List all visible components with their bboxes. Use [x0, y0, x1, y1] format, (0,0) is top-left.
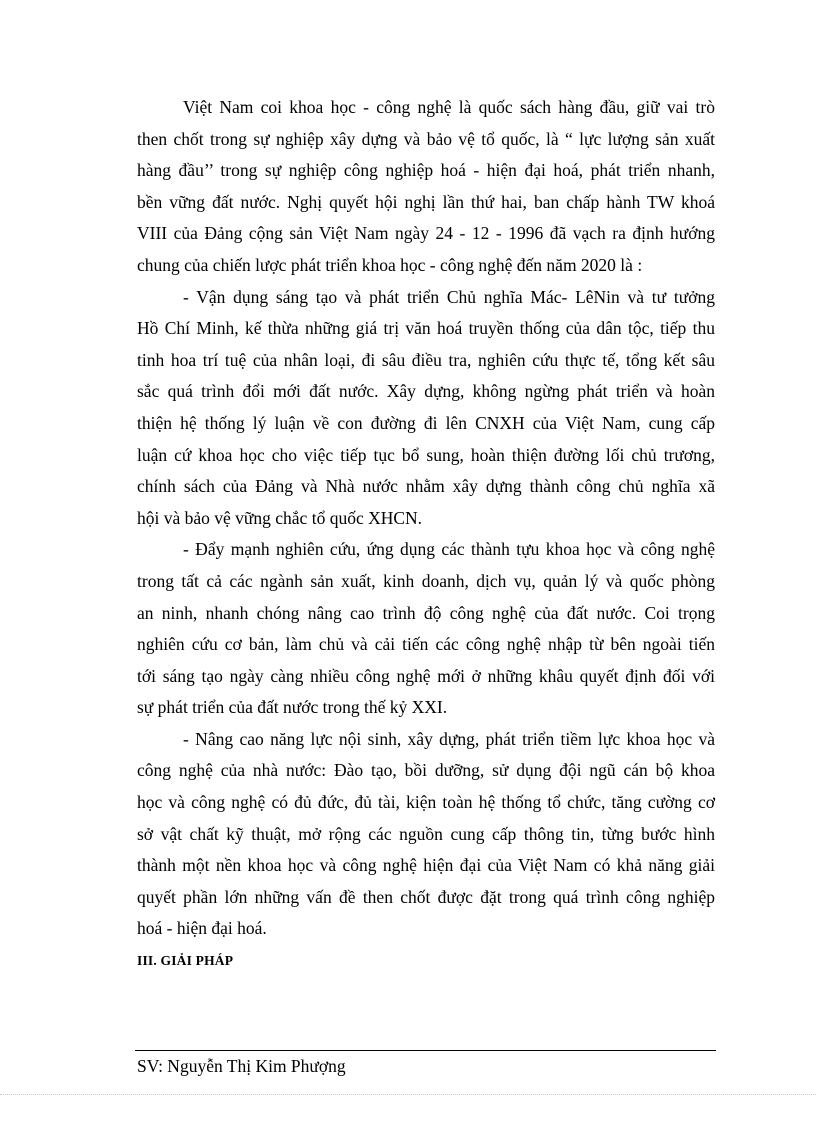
text-line: chung của chiến lược phát triển khoa học - công nghệ đến năm 2020 là : — [137, 254, 643, 275]
paragraph-bullet-1 — [137, 282, 715, 535]
section-heading: III. GIẢI PHÁP — [137, 953, 234, 969]
paragraph-intro — [137, 92, 715, 282]
text-line: luận cứ khoa học cho việc tiếp tục bổ sung, hoàn thiện đường lối chủ trương, — [137, 444, 715, 465]
text-line: học và công nghệ có đủ đức, đủ tài, kiện toàn hệ thống tổ chức, tăng cường cơ — [137, 792, 715, 813]
page-break-line — [0, 1094, 816, 1095]
text-line: thiện hệ thống lý luận về con đường đi lên CNXH của Việt Nam, cung cấp — [137, 412, 715, 433]
text-line: hoá - hiện đại hoá. — [137, 918, 267, 939]
text-line: tới sáng tạo ngày càng nhiều công nghệ mới ở những khâu quyết định đối với — [137, 665, 715, 686]
text-line: trong tất cả các ngành sản xuất, kinh doanh, dịch vụ, quản lý và quốc phòng — [137, 570, 715, 591]
text-line: hàng đầu’’ trong sự nghiệp công nghiệp hoá - hiện đại hoá, phát triển nhanh, — [137, 160, 715, 181]
text-line: - Vận dụng sáng tạo và phát triển Chủ nghĩa Mác- LêNin và tư tưởng — [183, 286, 715, 307]
paragraph-bullet-2 — [137, 534, 715, 724]
text-line: hội và bảo vệ vững chắc tổ quốc XHCN. — [137, 507, 423, 528]
footer-divider — [135, 1050, 716, 1051]
text-line: sự phát triển của đất nước trong thế kỷ XXI. — [137, 697, 448, 718]
text-line: quyết phần lớn những vấn đề then chốt được đặt trong quá trình công nghiệp — [137, 886, 715, 907]
text-line: - Nâng cao năng lực nội sinh, xây dựng, phát triển tiềm lực khoa học và — [183, 728, 715, 749]
text-line: sắc quá trình đổi mới đất nước. Xây dựng, không ngừng phát triển và hoàn — [137, 381, 715, 402]
text-line: bền vững đất nước. Nghị quyết hội nghị lần thứ hai, ban chấp hành TW khoá — [137, 191, 715, 212]
text-line: nghiên cứu cơ bản, làm chủ và cải tiến các công nghệ nhập từ bên ngoài tiến — [137, 634, 715, 655]
footer-author: SV: Nguyễn Thị Kim Phượng — [137, 1056, 346, 1076]
text-line: tinh hoa trí tuệ của nhân loại, đi sâu điều tra, nghiên cứu thực tế, tổng kết sâu — [137, 349, 715, 370]
document-body — [137, 92, 715, 977]
text-line: - Đẩy mạnh nghiên cứu, ứng dụng các thành tựu khoa học và công nghệ — [183, 539, 715, 560]
text-line: chính sách của Đảng và Nhà nước nhằm xây dựng thành công chủ nghĩa xã — [137, 476, 715, 497]
text-line: thành một nền khoa học và công nghệ hiện đại của Việt Nam có khả năng giải — [137, 855, 715, 876]
text-line: VIII của Đảng cộng sản Việt Nam ngày 24 - 12 - 1996 đã vạch ra định hướng — [137, 223, 715, 244]
text-line: công nghệ của nhà nước: Đào tạo, bồi dưỡng, sử dụng đội ngũ cán bộ khoa — [137, 760, 715, 781]
text-line: Việt Nam coi khoa học - công nghệ là quốc sách hàng đầu, giữ vai trò — [183, 97, 715, 117]
text-line: then chốt trong sự nghiệp xây dựng và bảo vệ tổ quốc, là “ lực lượng sản xuất — [137, 128, 715, 149]
text-line: an ninh, nhanh chóng nâng cao trình độ công nghệ của đất nước. Coi trọng — [137, 602, 715, 623]
text-line: sở vật chất kỹ thuật, mở rộng các nguồn cung cấp thông tin, từng bước hình — [137, 823, 715, 844]
paragraph-bullet-3 — [137, 724, 715, 945]
text-line: Hồ Chí Minh, kế thừa những giá trị văn hoá truyền thống của dân tộc, tiếp thu — [137, 318, 715, 339]
